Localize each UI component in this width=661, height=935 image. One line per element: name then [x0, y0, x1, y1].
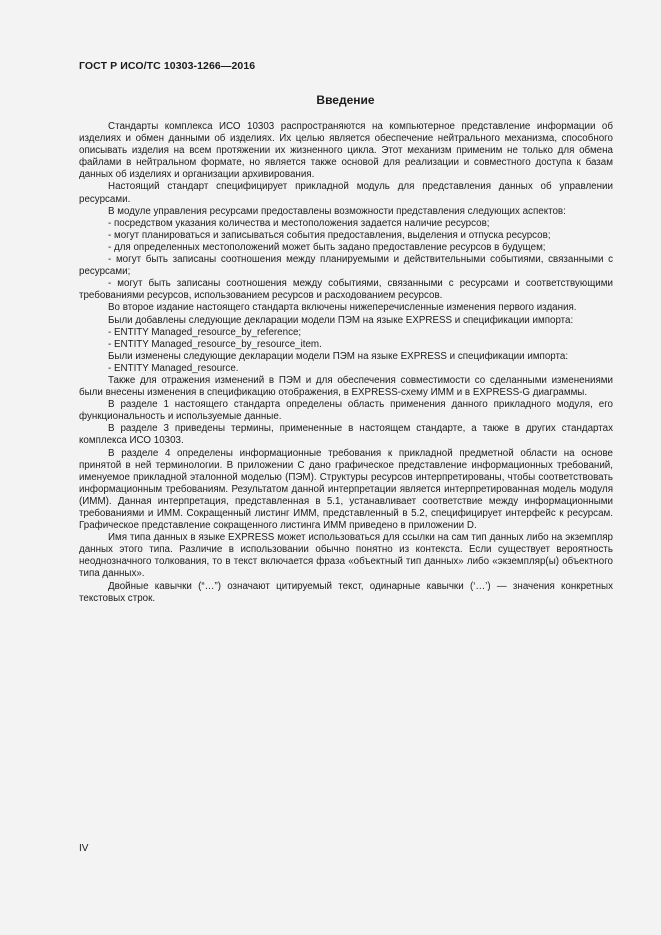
- paragraph: Имя типа данных в языке EXPRESS может использоваться для ссылки на сам тип данных либо на экземпляр данных этого типа. Различие в использовании обычно понятно из контекста. Если существует вероятность неоднозначного толкования, то в текст включается фраза «объектный тип данных» либо «экземпляр(ы) объектного типа данных».: [79, 532, 613, 580]
- paragraph: Настоящий стандарт специфицирует прикладной модуль для представления данных об управлении ресурсами.: [79, 181, 613, 205]
- paragraph: Двойные кавычки (“…”) означают цитируемый текст, одинарные кавычки (‘…’) — значения конкретных текстовых строк.: [79, 580, 613, 604]
- list-item: - ENTITY Managed_resource_by_resource_item.: [108, 338, 322, 350]
- list-item: - ENTITY Managed_resource.: [108, 362, 239, 374]
- paragraph: В разделе 4 определены информационные требования к прикладной предметной области на основе принятой в ней терминологии. В приложении С дано графическое представление информационных требований, именуемое прикладной эталонной моделью (ПЭМ). Структуры ресурсов интерпретированы, чтобы соответствовать информационным требованиям. Результатом данной интерпретации является интерпретированная модель модуля (ИММ). Данная интерпретация, представленная в 5.1, устанавливает соответствие между информационными требованиями и ИММ. Сокращенный листинг ИММ, представленный в 5.2, специфицирует интерфейс к ресурсам. Графическое представление сокращенного листинга ИММ приведено в приложении D.: [79, 447, 613, 532]
- list-item: - могут быть записаны соотношения между планируемыми и действительными событиями, связанными с ресурсами;: [79, 254, 613, 278]
- paragraph: В разделе 1 настоящего стандарта определены область применения данного прикладного модуля, его функциональность и используемые данные.: [79, 399, 613, 423]
- list-item: - могут планироваться и записываться события предоставления, выделения и отпуска ресурсов;: [108, 229, 551, 241]
- paragraph: Были добавлены следующие декларации модели ПЭМ на языке EXPRESS и спецификации импорта:: [108, 314, 574, 326]
- paragraph: Были изменены следующие декларации модели ПЭМ на языке EXPRESS и спецификации импорта:: [108, 350, 569, 362]
- paragraph: В модуле управления ресурсами предоставлены возможности представления следующих аспектов:: [108, 205, 566, 217]
- list-item: - могут быть записаны соотношения между событиями, связанными с ресурсами и соответствующими требованиями ресурсов, использованием ресурсов и расходованием ресурсов.: [79, 278, 613, 302]
- body-text: [79, 121, 613, 605]
- paragraph: Во второе издание настоящего стандарта включены нижеперечисленные изменения первого издания.: [108, 302, 577, 314]
- paragraph: Стандарты комплекса ИСО 10303 распространяются на компьютерное представление информации об изделиях и обмен данными об изделиях. Их целью является обеспечение нейтрального механизма, способного описывать изделия на всем протяжении их жизненного цикла. Этот механизм применим не только для обмена файлами в нейтральном формате, но является также основой для реализации и совместного доступа к базам данных об изделиях и организации архивирования.: [79, 121, 613, 181]
- list-item: - для определенных местоположений может быть задано предоставление ресурсов в будущем;: [108, 241, 546, 253]
- page-number: IV: [79, 843, 89, 854]
- list-item: - посредством указания количества и местоположения задается наличие ресурсов;: [108, 217, 490, 229]
- standard-designation: ГОСТ Р ИСО/ТС 10303-1266—2016: [79, 60, 256, 72]
- paragraph: В разделе 3 приведены термины, примененные в настоящем стандарте, а также в других стандартах комплекса ИСО 10303.: [79, 423, 613, 447]
- section-title: Введение: [316, 93, 375, 107]
- list-item: - ENTITY Managed_resource_by_reference;: [108, 326, 302, 338]
- paragraph: Также для отражения изменений в ПЭМ и для обеспечения совместимости со сделанными изменениями были внесены изменения в спецификацию отображения, в EXPRESS-схему ИММ и в EXPRESS-G диаграммы.: [79, 374, 613, 399]
